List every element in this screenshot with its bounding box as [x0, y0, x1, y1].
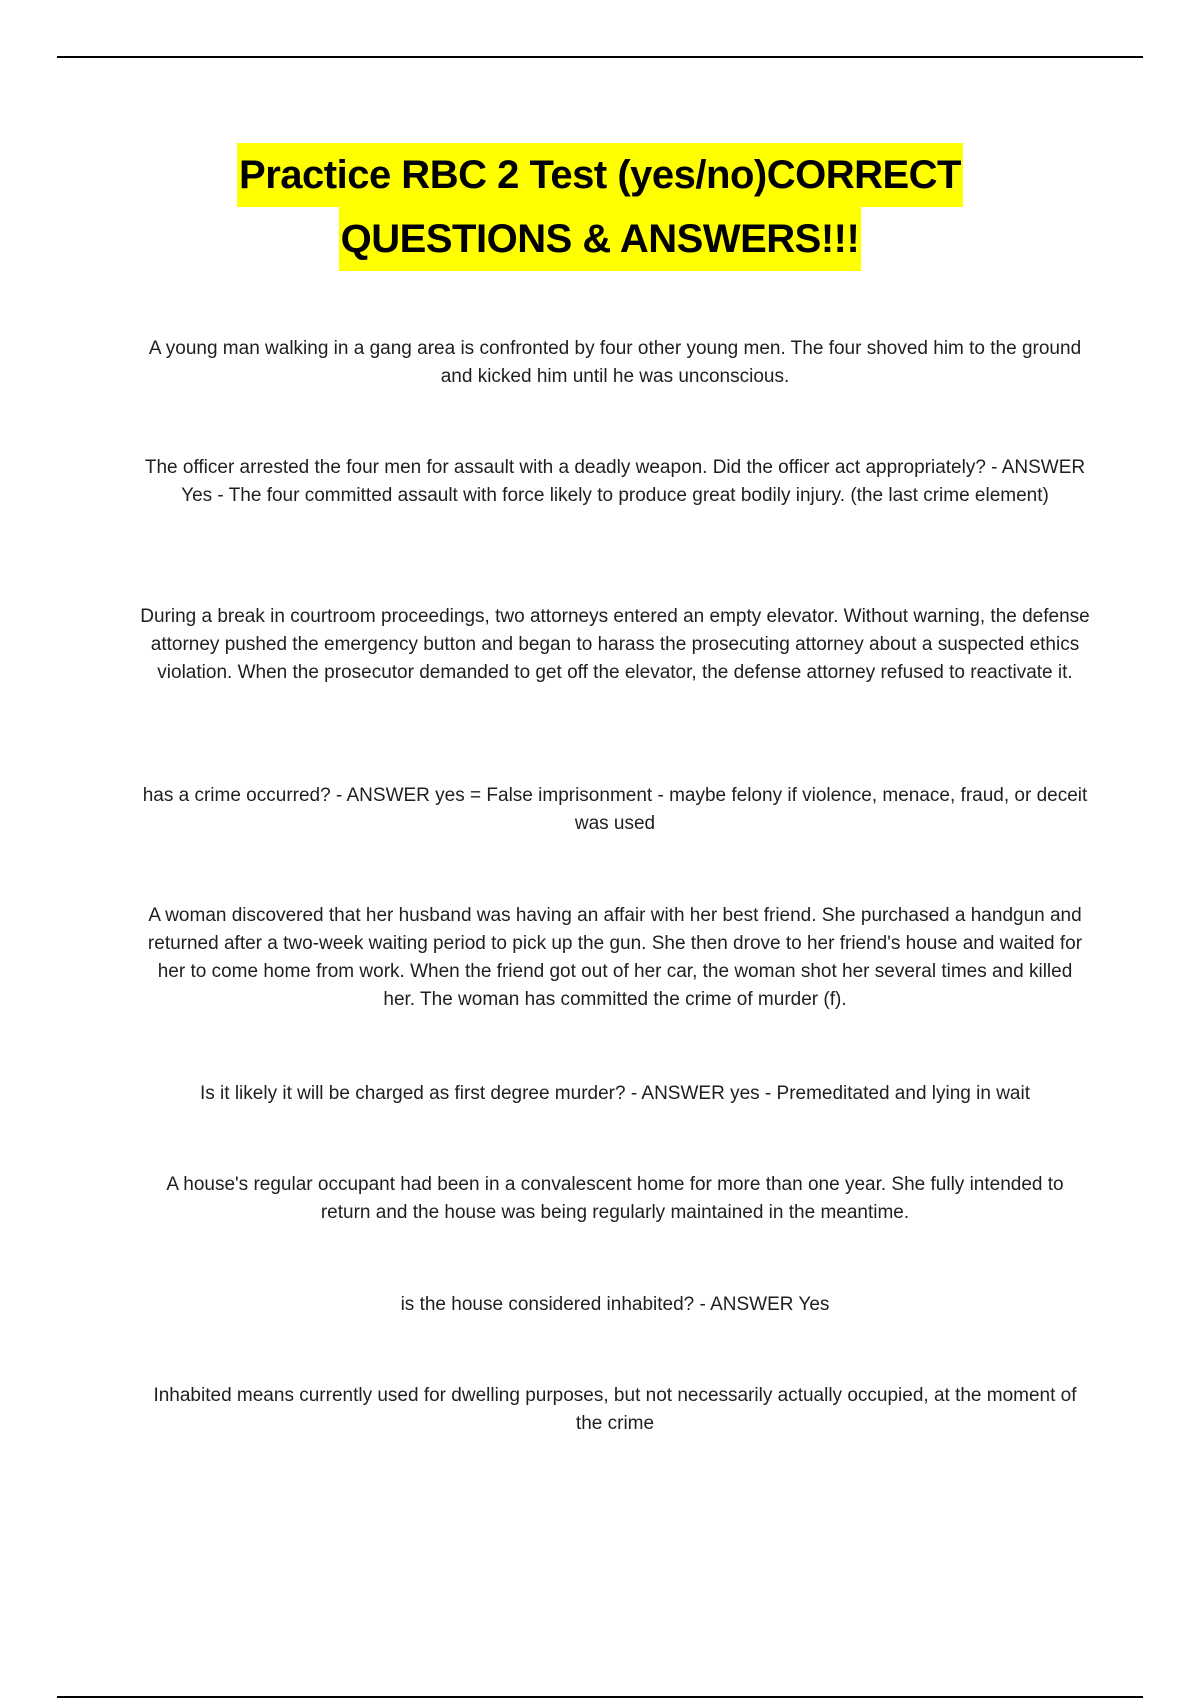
document-title [0, 143, 1200, 271]
paragraph-answer-assault: The officer arrested the four men for assault with a deadly weapon. Did the officer act appropriately? - ANSWER Yes - The four committed assault with force likely to produce great bodily injury. (the last crime element) [144, 457, 1086, 506]
bottom-rule [57, 1696, 1143, 1698]
paragraph-definition-inhabited: Inhabited means currently used for dwelling purposes, but not necessarily actually occupied, at the moment of the crime [153, 1385, 1077, 1434]
paragraph-answer-elevator: has a crime occurred? - ANSWER yes = False imprisonment - maybe felony if violence, menace, fraud, or deceit was used [142, 785, 1088, 834]
paragraph-scenario-house: A house's regular occupant had been in a convalescent home for more than one year. She fully intended to return and the house was being regularly maintained in the meantime. [166, 1174, 1064, 1223]
paragraph-scenario-assault: A young man walking in a gang area is confronted by four other young men. The four shoved him to the ground and kicked him until he was unconscious. [148, 338, 1082, 387]
paragraph-answer-murder: Is it likely it will be charged as first degree murder? - ANSWER yes - Premeditated and lying in wait [200, 1083, 1030, 1104]
paragraph-scenario-elevator: During a break in courtroom proceedings, two attorneys entered an empty elevator. Without warning, the defense attorney pushed the emergency button and began to harass the prosecuting attorney about a suspected ethics violation. When the prosecutor demanded to get off the elevator, the defense attorney refused to reactivate it. [140, 606, 1090, 683]
top-rule [57, 56, 1143, 58]
title-line-1: Practice RBC 2 Test (yes/no)CORRECT [237, 143, 963, 207]
paragraph-scenario-murder: A woman discovered that her husband was having an affair with her best friend. She purchased a handgun and returned after a two-week waiting period to pick up the gun. She then drove to her friend's house and waited for her to come home from work. When the friend got out of her car, the woman shot her several times and killed her. The woman has committed the crime of murder (f). [147, 905, 1083, 1010]
paragraph-answer-house: is the house considered inhabited? - ANSWER Yes [400, 1294, 830, 1315]
title-line-2: QUESTIONS & ANSWERS!!! [339, 207, 862, 271]
